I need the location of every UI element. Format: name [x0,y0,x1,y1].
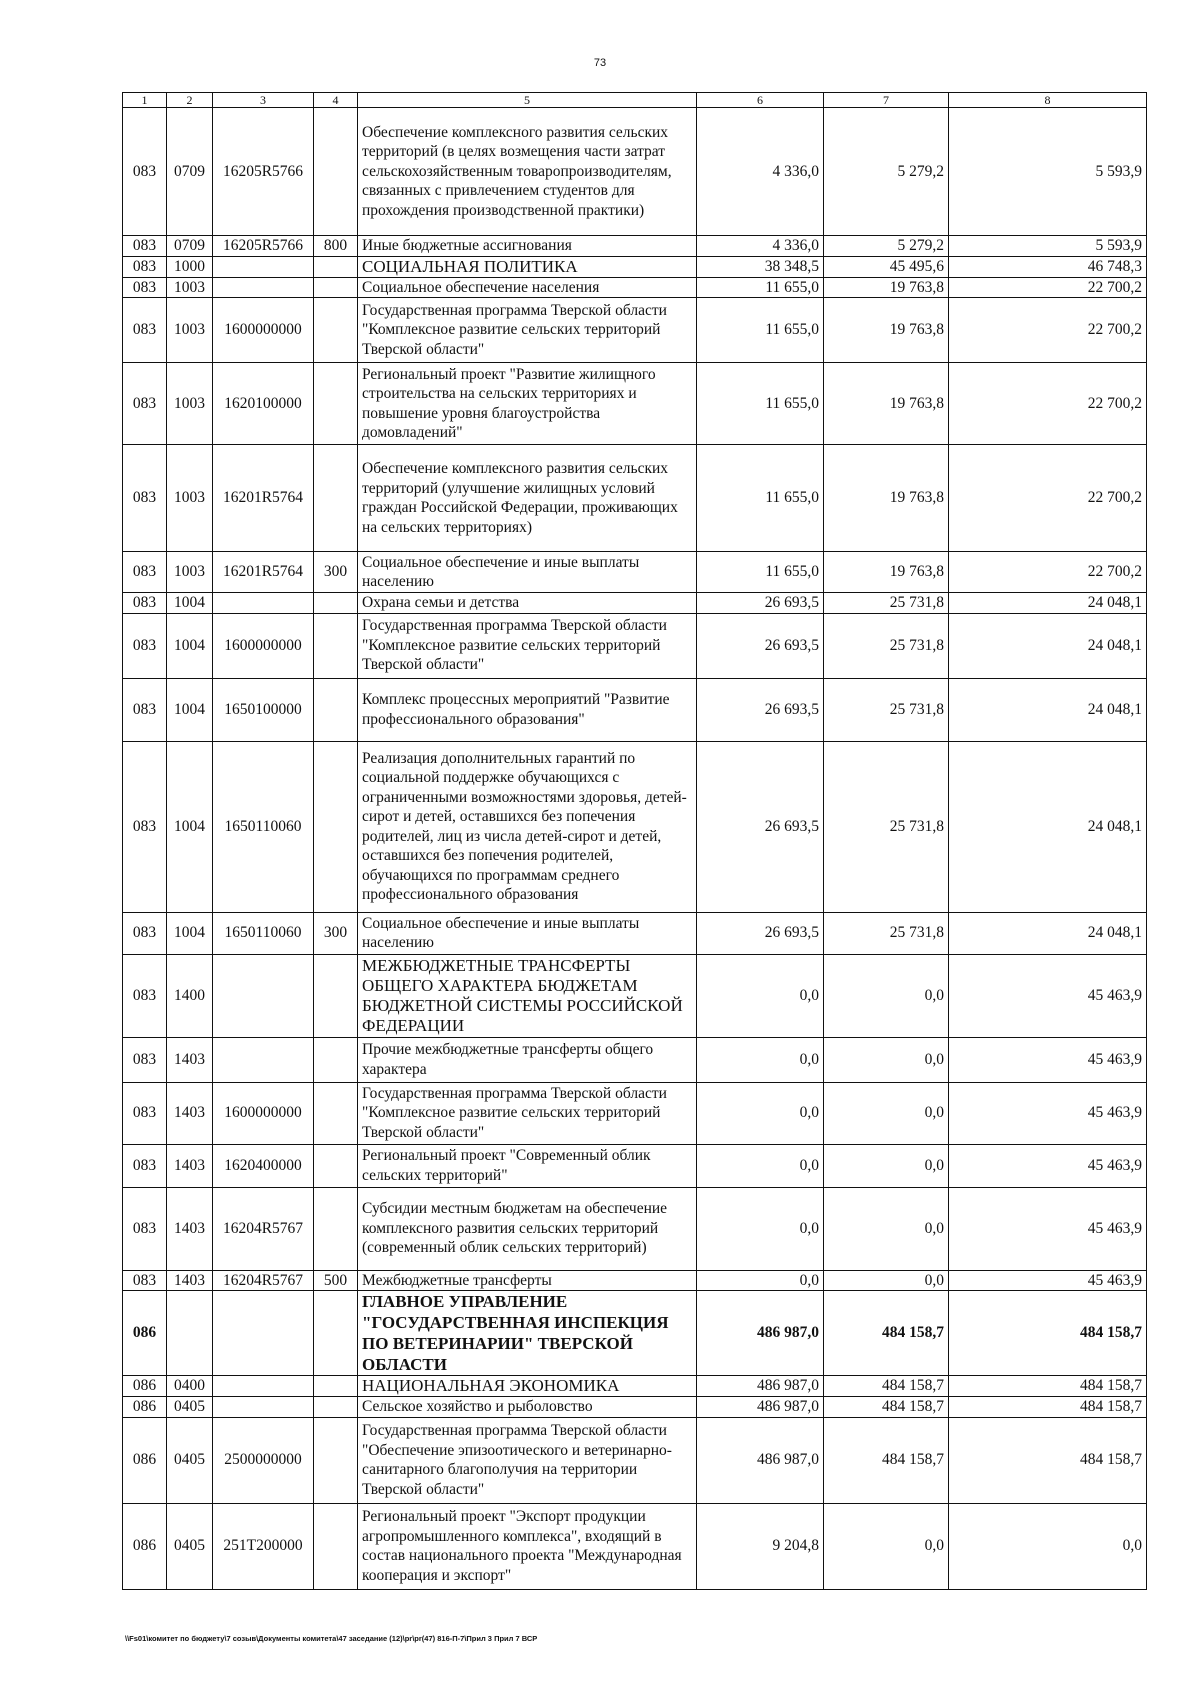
column-header: 1 [123,93,167,108]
table-row [123,445,1147,552]
expense-type-cell [314,1503,358,1589]
section-code-cell: 1003 [167,445,213,552]
name-cell: Сельское хозяйство и рыболовство [358,1397,697,1418]
target-article-cell [213,277,314,298]
name-cell: Субсидии местным бюджетам на обеспечение комплексного развития сельских территорий (современный облик сельских территорий) [358,1187,697,1270]
ministry-code-cell: 083 [123,1270,167,1291]
amount-year2-cell: 25 731,8 [824,613,949,678]
amount-year1-cell: 0,0 [697,1037,824,1082]
amount-year3-cell: 484 158,7 [949,1376,1147,1397]
table-row [123,1270,1147,1291]
ministry-code-cell: 083 [123,256,167,277]
column-header: 8 [949,93,1147,108]
amount-year1-cell: 26 693,5 [697,912,824,954]
amount-year3-cell: 22 700,2 [949,552,1147,593]
ministry-code-cell: 083 [123,678,167,741]
amount-year1-cell: 26 693,5 [697,593,824,614]
amount-year3-cell: 24 048,1 [949,613,1147,678]
expense-type-cell [314,1397,358,1418]
amount-year1-cell: 11 655,0 [697,363,824,445]
amount-year3-cell: 5 593,9 [949,108,1147,236]
amount-year3-cell: 24 048,1 [949,593,1147,614]
name-cell: Региональный проект "Современный облик сельских территорий" [358,1144,697,1187]
amount-year1-cell: 486 987,0 [697,1376,824,1397]
amount-year2-cell: 0,0 [824,1144,949,1187]
expense-type-cell: 500 [314,1270,358,1291]
table-row [123,363,1147,445]
table-header-row [123,93,1147,108]
amount-year1-cell: 38 348,5 [697,256,824,277]
ministry-code-cell: 083 [123,1082,167,1144]
table-row [123,1397,1147,1418]
name-cell: Межбюджетные трансферты [358,1270,697,1291]
amount-year3-cell: 22 700,2 [949,363,1147,445]
amount-year3-cell: 24 048,1 [949,741,1147,912]
name-cell: Государственная программа Тверской области "Комплексное развитие сельских территорий Тверской области" [358,613,697,678]
name-cell: Охрана семьи и детства [358,593,697,614]
expense-type-cell [314,1187,358,1270]
amount-year3-cell: 22 700,2 [949,277,1147,298]
target-article-cell [213,593,314,614]
section-code-cell: 1003 [167,298,213,363]
expense-type-cell [314,256,358,277]
target-article-cell [213,256,314,277]
expense-type-cell [314,1144,358,1187]
section-code-cell: 1004 [167,912,213,954]
section-code-cell: 1403 [167,1187,213,1270]
amount-year1-cell: 4 336,0 [697,236,824,257]
ministry-code-cell: 083 [123,363,167,445]
section-code-cell: 1400 [167,954,213,1037]
expense-type-cell: 800 [314,236,358,257]
amount-year3-cell: 45 463,9 [949,954,1147,1037]
target-article-cell: 16205R5766 [213,108,314,236]
amount-year3-cell: 24 048,1 [949,678,1147,741]
amount-year3-cell: 0,0 [949,1503,1147,1589]
section-code-cell: 1004 [167,593,213,614]
section-code-cell: 0400 [167,1376,213,1397]
table-row [123,912,1147,954]
column-header: 5 [358,93,697,108]
amount-year1-cell: 11 655,0 [697,552,824,593]
expense-type-cell [314,1082,358,1144]
target-article-cell: 1600000000 [213,613,314,678]
table-body [123,93,1147,1590]
ministry-code-cell: 083 [123,741,167,912]
ministry-code-cell: 083 [123,1144,167,1187]
ministry-code-cell: 083 [123,552,167,593]
table-row [123,954,1147,1037]
ministry-code-cell: 083 [123,1037,167,1082]
section-code-cell: 0709 [167,108,213,236]
expense-type-cell [314,1037,358,1082]
page-number: 73 [593,57,607,69]
name-cell: Региональный проект "Развитие жилищного строительства на сельских территориях и повышение уровня благоустройства домовладений" [358,363,697,445]
ministry-code-cell: 083 [123,236,167,257]
amount-year2-cell: 45 495,6 [824,256,949,277]
expense-type-cell [314,678,358,741]
table-row [123,1503,1147,1589]
ministry-code-cell: 086 [123,1503,167,1589]
name-cell: Комплекс процессных мероприятий "Развитие профессионального образования" [358,678,697,741]
amount-year3-cell: 484 158,7 [949,1291,1147,1376]
amount-year2-cell: 0,0 [824,954,949,1037]
ministry-code-cell: 083 [123,1187,167,1270]
amount-year2-cell: 25 731,8 [824,678,949,741]
amount-year1-cell: 26 693,5 [697,678,824,741]
section-code-cell: 1003 [167,277,213,298]
expense-type-cell [314,593,358,614]
expense-type-cell [314,613,358,678]
target-article-cell [213,1037,314,1082]
name-cell: Реализация дополнительных гарантий по социальной поддержке обучающихся с ограниченными возможностями здоровья, детей-сирот и детей, оставшихся без попечения родителей, лиц из числа детей-сирот и детей, оставшихся без попечения родителей, обучающихся по программам среднего профессионального образования [358,741,697,912]
amount-year2-cell: 19 763,8 [824,277,949,298]
expense-type-cell [314,1417,358,1503]
section-code-cell: 0405 [167,1503,213,1589]
amount-year1-cell: 486 987,0 [697,1417,824,1503]
section-code-cell: 1403 [167,1144,213,1187]
name-cell: Региональный проект "Экспорт продукции агропромышленного комплекса", входящий в состав национального проекта "Международная кооперация и экспорт" [358,1503,697,1589]
ministry-code-cell: 083 [123,613,167,678]
section-code-cell: 1403 [167,1037,213,1082]
table-row [123,552,1147,593]
amount-year2-cell: 25 731,8 [824,741,949,912]
table-row [123,236,1147,257]
amount-year3-cell: 24 048,1 [949,912,1147,954]
amount-year2-cell: 25 731,8 [824,593,949,614]
ministry-code-cell: 083 [123,912,167,954]
amount-year1-cell: 9 204,8 [697,1503,824,1589]
ministry-code-cell: 083 [123,108,167,236]
name-cell: Прочие межбюджетные трансферты общего характера [358,1037,697,1082]
name-cell: МЕЖБЮДЖЕТНЫЕ ТРАНСФЕРТЫ ОБЩЕГО ХАРАКТЕРА БЮДЖЕТАМ БЮДЖЕТНОЙ СИСТЕМЫ РОССИЙСКОЙ ФЕДЕРАЦИИ [358,954,697,1037]
table-row [123,1291,1147,1376]
name-cell: Социальное обеспечение населения [358,277,697,298]
amount-year3-cell: 22 700,2 [949,298,1147,363]
target-article-cell [213,1397,314,1418]
amount-year1-cell: 11 655,0 [697,445,824,552]
table-row [123,1082,1147,1144]
target-article-cell: 1600000000 [213,298,314,363]
amount-year2-cell: 5 279,2 [824,108,949,236]
table-row [123,277,1147,298]
amount-year2-cell: 19 763,8 [824,363,949,445]
name-cell: Государственная программа Тверской области "Комплексное развитие сельских территорий Тверской области" [358,1082,697,1144]
amount-year3-cell: 45 463,9 [949,1187,1147,1270]
amount-year1-cell: 0,0 [697,1082,824,1144]
amount-year2-cell: 484 158,7 [824,1376,949,1397]
target-article-cell: 16205R5766 [213,236,314,257]
column-header: 3 [213,93,314,108]
footer-file-path: \\Fs01\комитет по бюджету\7 созыв\Документы комитета\47 заседание (12)\pr\pr(47) 816-П-7\Прил 3 Прил 7 ВСР [125,1634,538,1643]
expense-type-cell [314,954,358,1037]
table-row [123,108,1147,236]
expense-type-cell [314,298,358,363]
amount-year1-cell: 0,0 [697,1144,824,1187]
amount-year2-cell: 0,0 [824,1187,949,1270]
amount-year3-cell: 484 158,7 [949,1417,1147,1503]
ministry-code-cell: 083 [123,445,167,552]
target-article-cell: 1620400000 [213,1144,314,1187]
ministry-code-cell: 086 [123,1417,167,1503]
target-article-cell: 16204R5767 [213,1187,314,1270]
target-article-cell: 251Т200000 [213,1503,314,1589]
expense-type-cell [314,277,358,298]
name-cell: Обеспечение комплексного развития сельских территорий (в целях возмещения части затрат сельскохозяйственным товаропроизводителям, связанных с привлечением студентов для прохождения производственной практики) [358,108,697,236]
ministry-code-cell: 083 [123,298,167,363]
target-article-cell [213,954,314,1037]
target-article-cell [213,1291,314,1376]
section-code-cell: 1004 [167,678,213,741]
table-row [123,741,1147,912]
amount-year1-cell: 11 655,0 [697,298,824,363]
name-cell: Социальное обеспечение и иные выплаты населению [358,912,697,954]
amount-year1-cell: 26 693,5 [697,613,824,678]
amount-year2-cell: 484 158,7 [824,1291,949,1376]
section-code-cell: 1403 [167,1082,213,1144]
table-row [123,1037,1147,1082]
expense-type-cell: 300 [314,912,358,954]
section-code-cell: 1003 [167,552,213,593]
amount-year2-cell: 0,0 [824,1037,949,1082]
amount-year2-cell: 0,0 [824,1503,949,1589]
amount-year2-cell: 19 763,8 [824,445,949,552]
column-header: 7 [824,93,949,108]
expense-type-cell [314,363,358,445]
name-cell: Иные бюджетные ассигнования [358,236,697,257]
expense-type-cell [314,1376,358,1397]
amount-year2-cell: 0,0 [824,1082,949,1144]
ministry-code-cell: 083 [123,593,167,614]
amount-year1-cell: 486 987,0 [697,1291,824,1376]
amount-year3-cell: 46 748,3 [949,256,1147,277]
name-cell: Государственная программа Тверской области "Обеспечение эпизоотического и ветеринарно-санитарного благополучия на территории Тверской области" [358,1417,697,1503]
section-code-cell [167,1291,213,1376]
target-article-cell: 1600000000 [213,1082,314,1144]
section-code-cell: 1004 [167,741,213,912]
table-row [123,613,1147,678]
expense-type-cell [314,108,358,236]
section-code-cell: 1004 [167,613,213,678]
expense-type-cell: 300 [314,552,358,593]
section-code-cell: 0405 [167,1397,213,1418]
section-code-cell: 1000 [167,256,213,277]
name-cell: СОЦИАЛЬНАЯ ПОЛИТИКА [358,256,697,277]
name-cell: Государственная программа Тверской области "Комплексное развитие сельских территорий Тверской области" [358,298,697,363]
table-row [123,1417,1147,1503]
amount-year1-cell: 0,0 [697,1187,824,1270]
ministry-code-cell: 086 [123,1376,167,1397]
target-article-cell: 1620100000 [213,363,314,445]
amount-year2-cell: 484 158,7 [824,1417,949,1503]
amount-year2-cell: 19 763,8 [824,552,949,593]
amount-year1-cell: 0,0 [697,1270,824,1291]
target-article-cell: 1650100000 [213,678,314,741]
name-cell: ГЛАВНОЕ УПРАВЛЕНИЕ "ГОСУДАРСТВЕННАЯ ИНСПЕКЦИЯ ПО ВЕТЕРИНАРИИ" ТВЕРСКОЙ ОБЛАСТИ [358,1291,697,1376]
ministry-code-cell: 083 [123,954,167,1037]
table-row [123,678,1147,741]
amount-year1-cell: 4 336,0 [697,108,824,236]
section-code-cell: 0405 [167,1417,213,1503]
expense-type-cell [314,741,358,912]
name-cell: Социальное обеспечение и иные выплаты населению [358,552,697,593]
table-row [123,1187,1147,1270]
amount-year2-cell: 5 279,2 [824,236,949,257]
amount-year3-cell: 5 593,9 [949,236,1147,257]
column-header: 4 [314,93,358,108]
table-row [123,593,1147,614]
target-article-cell: 2500000000 [213,1417,314,1503]
name-cell: Обеспечение комплексного развития сельских территорий (улучшение жилищных условий граждан Российской Федерации, проживающих на сельских территориях) [358,445,697,552]
column-header: 2 [167,93,213,108]
target-article-cell: 1650110060 [213,912,314,954]
column-header: 6 [697,93,824,108]
amount-year2-cell: 484 158,7 [824,1397,949,1418]
amount-year2-cell: 25 731,8 [824,912,949,954]
table-row [123,1376,1147,1397]
amount-year1-cell: 11 655,0 [697,277,824,298]
name-cell: НАЦИОНАЛЬНАЯ ЭКОНОМИКА [358,1376,697,1397]
section-code-cell: 1403 [167,1270,213,1291]
table-row [123,1144,1147,1187]
target-article-cell: 16201R5764 [213,445,314,552]
ministry-code-cell: 086 [123,1291,167,1376]
target-article-cell: 16204R5767 [213,1270,314,1291]
amount-year3-cell: 484 158,7 [949,1397,1147,1418]
amount-year3-cell: 45 463,9 [949,1037,1147,1082]
expense-type-cell [314,445,358,552]
table-row [123,256,1147,277]
amount-year1-cell: 26 693,5 [697,741,824,912]
amount-year2-cell: 0,0 [824,1270,949,1291]
target-article-cell [213,1376,314,1397]
budget-table [122,92,1147,1590]
amount-year2-cell: 19 763,8 [824,298,949,363]
section-code-cell: 1003 [167,363,213,445]
target-article-cell: 16201R5764 [213,552,314,593]
amount-year3-cell: 45 463,9 [949,1270,1147,1291]
amount-year1-cell: 486 987,0 [697,1397,824,1418]
target-article-cell: 1650110060 [213,741,314,912]
expense-type-cell [314,1291,358,1376]
amount-year3-cell: 22 700,2 [949,445,1147,552]
section-code-cell: 0709 [167,236,213,257]
amount-year1-cell: 0,0 [697,954,824,1037]
amount-year3-cell: 45 463,9 [949,1144,1147,1187]
table-row [123,298,1147,363]
ministry-code-cell: 086 [123,1397,167,1418]
ministry-code-cell: 083 [123,277,167,298]
amount-year3-cell: 45 463,9 [949,1082,1147,1144]
